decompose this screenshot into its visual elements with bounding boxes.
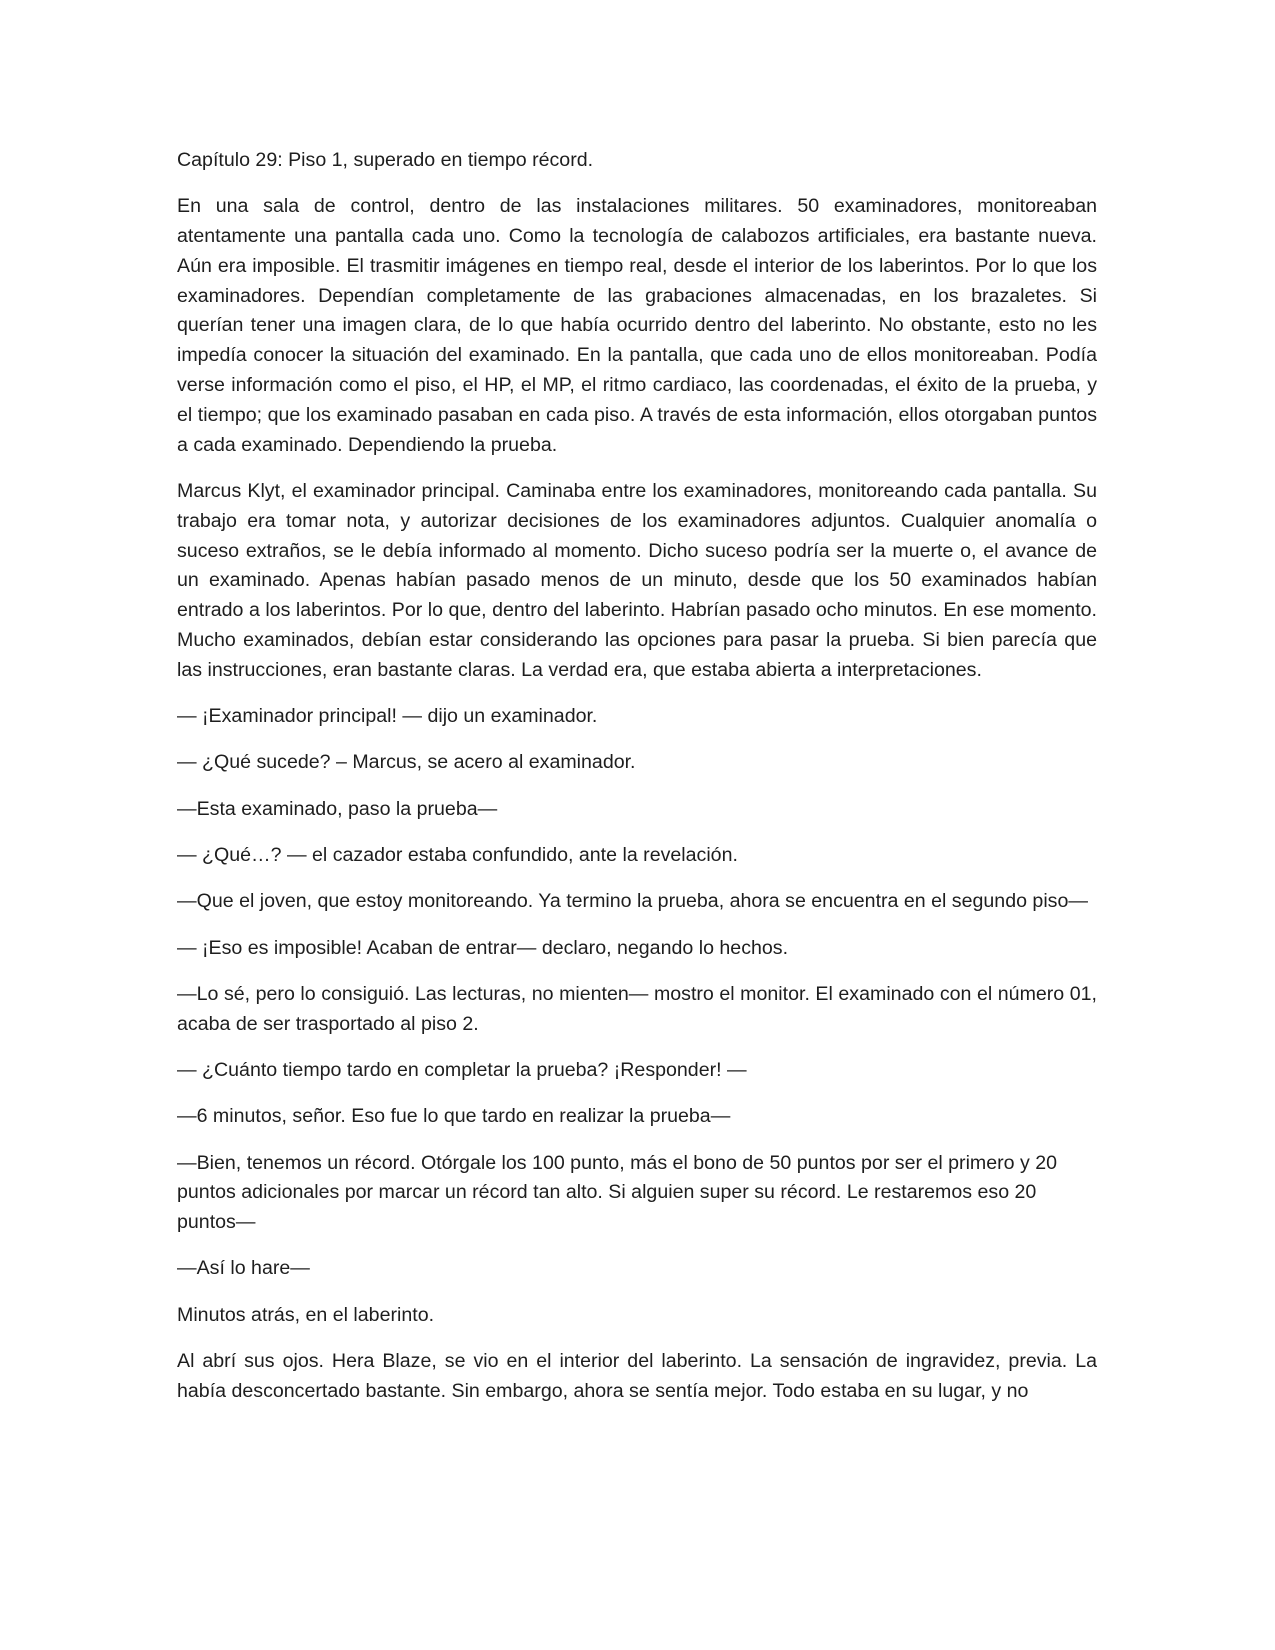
paragraph: Marcus Klyt, el examinador principal. Caminaba entre los examinadores, monitoreando cada pantalla. Su trabajo era tomar nota, y autorizar decisiones de los examinadores adjuntos. Cualquier anomalía o suceso extraños, se le debía informado al momento. Dicho suceso podría ser la muerte o, el avance de un examinado. Apenas habían pasado menos de un minuto, desde que los 50 examinados habían entrado a los laberintos. Por lo que, dentro del laberinto. Habrían pasado ocho minutos. En ese momento. Mucho examinados, debían estar considerando las opciones para pasar la prueba. Si bien parecía que las instrucciones, eran bastante claras. La verdad era, que estaba abierta a interpretaciones. xyxy=(177,479,1097,681)
scene-transition: Minutos atrás, en el laberinto. xyxy=(177,1303,435,1326)
dialogue-line: — ¿Cuánto tiempo tardo en completar la prueba? ¡Responder! — xyxy=(177,1058,747,1081)
chapter-title: Capítulo 29: Piso 1, superado en tiempo récord. xyxy=(177,149,594,171)
dialogue-line: — ¡Examinador principal! — dijo un examinador. xyxy=(177,705,598,728)
dialogue-line: —6 minutos, señor. Eso fue lo que tardo en realizar la prueba— xyxy=(177,1105,731,1128)
dialogue-line: —Esta examinado, paso la prueba— xyxy=(177,797,498,820)
paragraph: En una sala de control, dentro de las instalaciones militares. 50 examinadores, monitoreaban atentamente una pantalla cada uno. Como la tecnología de calabozos artificiales, era bastante nueva. Aún era imposible. El trasmitir imágenes en tiempo real, desde el interior de los laberintos. Por lo que los examinadores. Dependían completamente de las grabaciones almacenadas, en los brazaletes. Si querían tener una imagen clara, de lo que había ocurrido dentro del laberinto. No obstante, esto no les impedía conocer la situación del examinado. En la pantalla, que cada uno de ellos monitoreaban. Podía verse información como el piso, el HP, el MP, el ritmo cardiaco, las coordenadas, el éxito de la prueba, y el tiempo; que los examinado pasaban en cada piso. A través de esta información, ellos otorgaban puntos a cada examinado. Dependiendo la prueba. xyxy=(177,195,1097,456)
dialogue-line: —Que el joven, que estoy monitoreando. Ya termino la prueba, ahora se encuentra en el segundo piso— xyxy=(177,890,1088,913)
paragraph: Al abrí sus ojos. Hera Blaze, se vio en el interior del laberinto. La sensación de ingravidez, previa. La había desconcertado bastante. Sin embargo, ahora se sentía mejor. Todo estaba en su lugar, y no xyxy=(177,1350,1097,1402)
document-page xyxy=(177,146,1097,1423)
dialogue-line: — ¿Qué sucede? – Marcus, se acero al examinador. xyxy=(177,751,636,774)
dialogue-line: —Lo sé, pero lo consiguió. Las lecturas, no mienten— mostro el monitor. El examinado con el número 01, acaba de ser trasportado al piso 2. xyxy=(177,982,1097,1035)
dialogue-line: —Así lo hare— xyxy=(177,1257,310,1280)
dialogue-line: — ¿Qué…? — el cazador estaba confundido, ante la revelación. xyxy=(177,843,738,866)
dialogue-line: —Bien, tenemos un récord. Otórgale los 100 punto, más el bono de 50 puntos por ser el primero y 20 puntos adicionales por marcar un récord tan alto. Si alguien super su récord. Le restaremos eso 20 puntos— xyxy=(177,1151,1058,1234)
dialogue-line: — ¡Eso es imposible! Acaban de entrar— declaro, negando lo hechos. xyxy=(177,936,789,959)
